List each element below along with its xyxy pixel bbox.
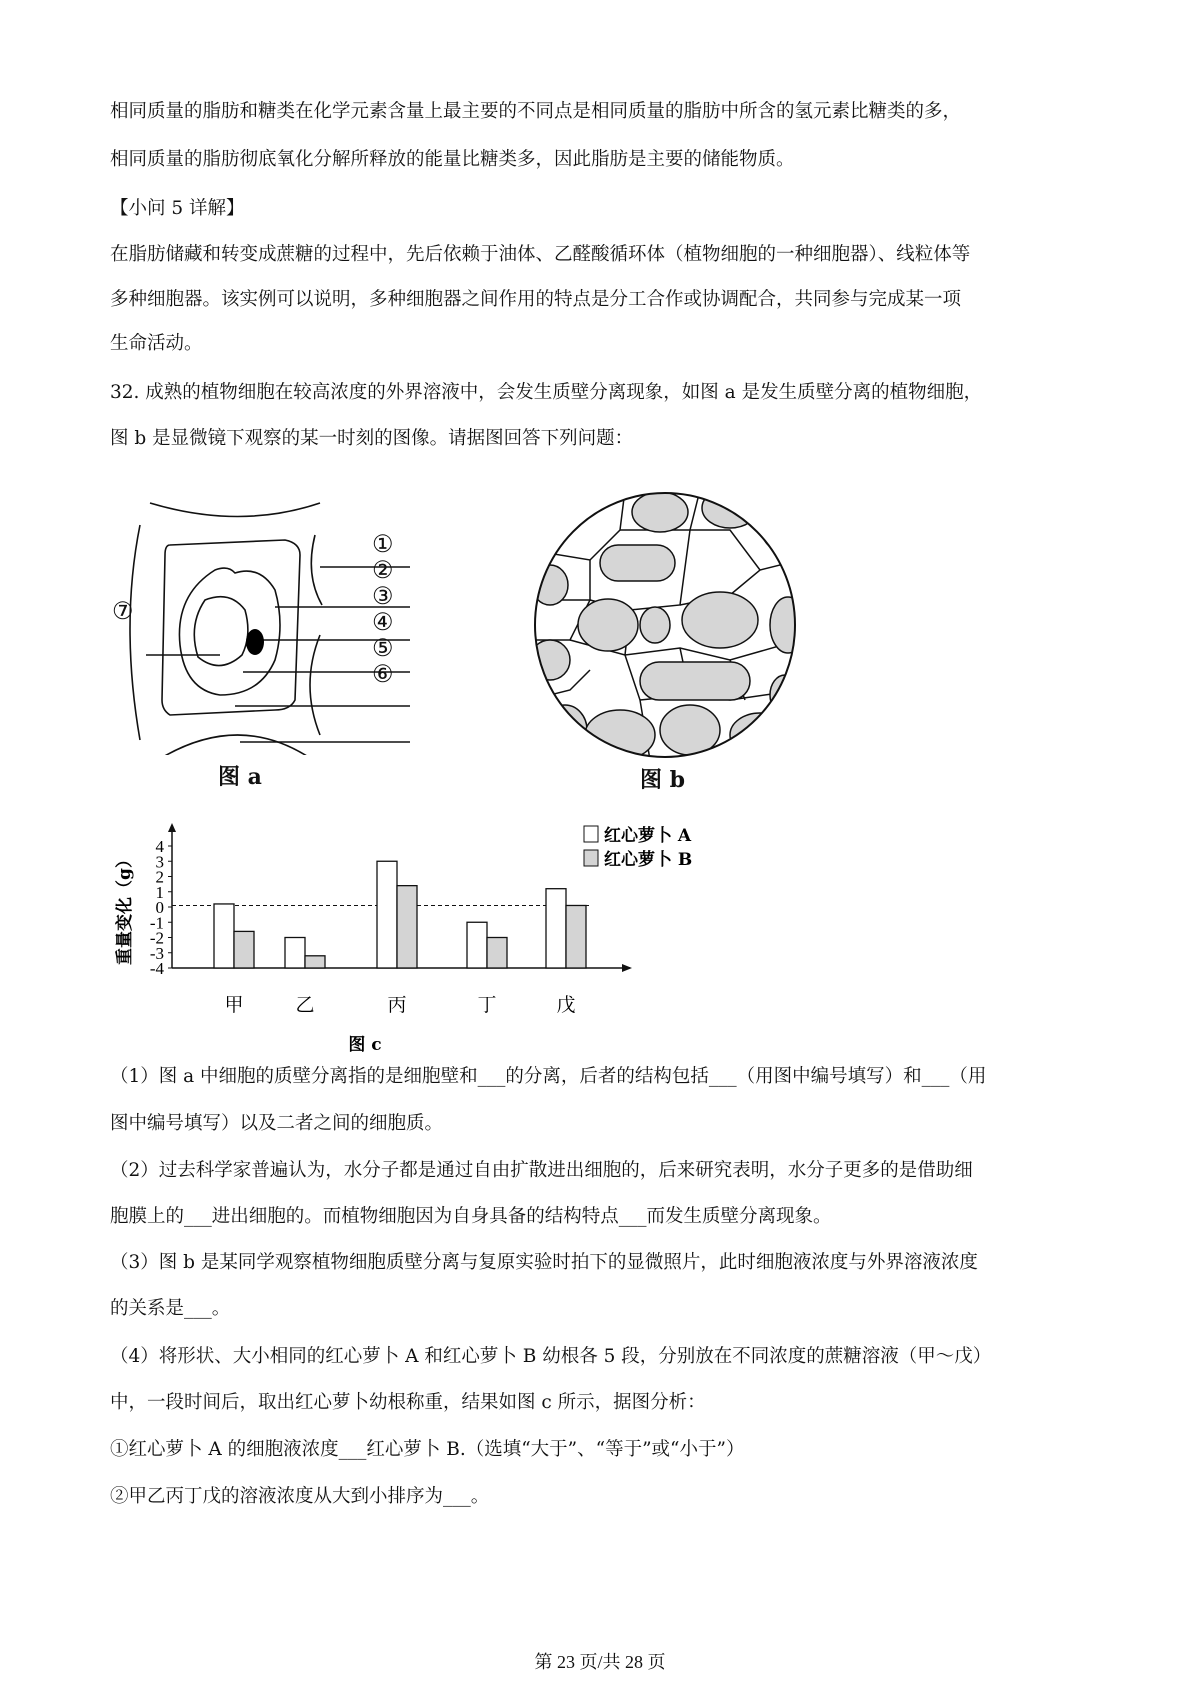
- legend-swatch: [584, 850, 598, 866]
- y-tick-label: -2: [149, 928, 164, 948]
- question-4-sub1: ①红心萝卜 A 的细胞液浓度___红心萝卜 B.（选填“大于”、“等于”或“小于”）: [110, 1439, 745, 1460]
- label-2: ②: [372, 556, 394, 584]
- bar-b: [397, 886, 417, 968]
- question-stem: 图 b 是显微镜下观察的某一时刻的图像。请据图回答下列问题：: [110, 428, 634, 449]
- y-tick-label: 0: [155, 898, 164, 917]
- text-line: 在脂肪储藏和转变成蔗糖的过程中，先后依赖于油体、乙醛酸循环体（植物细胞的一种细胞器）、线粒体等: [110, 244, 971, 265]
- question-2: （2）过去科学家普遍认为，水分子都是通过自由扩散进出细胞的，后来研究表明，水分子更多的是借助细: [110, 1160, 973, 1181]
- x-tick-label: 戊: [556, 994, 576, 1016]
- legend-swatch: [584, 826, 598, 842]
- label-3: ③: [372, 582, 394, 610]
- x-axis-arrow: [622, 964, 632, 972]
- text-line: 生命活动。: [110, 333, 203, 354]
- label-1: ①: [372, 530, 394, 558]
- bar-b: [566, 905, 586, 968]
- y-tick-label: -3: [149, 943, 164, 963]
- figure-a-caption: 图 a: [218, 764, 262, 790]
- label-5: ⑤: [372, 634, 394, 662]
- question-4-sub2: ②甲乙丙丁戊的溶液浓度从大到小排序为___。: [110, 1486, 490, 1507]
- label-7: ⑦: [112, 597, 134, 625]
- y-tick-label: -4: [149, 959, 164, 978]
- label-4: ④: [372, 608, 394, 636]
- question-4-cont: 中，一段时间后，取出红心萝卜幼根称重，结果如图 c 所示，据图分析：: [110, 1392, 706, 1413]
- y-tick-label: -1: [149, 913, 164, 933]
- bar-a: [377, 861, 397, 968]
- bar-a: [214, 904, 234, 968]
- y-axis-arrow: [168, 823, 176, 832]
- legend-label: 红心萝卜 A: [604, 826, 692, 846]
- bar-a: [467, 922, 487, 968]
- y-tick-label: 3: [155, 852, 164, 872]
- figure-c-bar-chart: [110, 820, 750, 1060]
- y-tick-label: 1: [155, 882, 164, 902]
- bar-a: [546, 889, 566, 968]
- bar-b: [234, 931, 254, 968]
- question-2-cont: 胞膜上的___进出细胞的。而植物细胞因为自身具备的结构特点___而发生质壁分离现象。: [110, 1206, 832, 1227]
- question-1-cont: 图中编号填写）以及二者之间的细胞质。: [110, 1113, 444, 1134]
- text-line: 相同质量的脂肪和糖类在化学元素含量上最主要的不同点是相同质量的脂肪中所含的氢元素比糖类的多，: [110, 101, 962, 122]
- x-tick-label: 乙: [295, 994, 315, 1016]
- chart-caption: 图 c: [348, 1035, 382, 1055]
- section-heading: 【小问 5 详解】: [110, 198, 245, 219]
- text-line: 相同质量的脂肪彻底氧化分解所释放的能量比糖类多，因此脂肪是主要的储能物质。: [110, 149, 795, 170]
- legend-label: 红心萝卜 B: [604, 850, 693, 870]
- figure-b-caption: 图 b: [640, 767, 686, 793]
- figure-a-cell-diagram: [110, 495, 410, 755]
- question-3-cont: 的关系是___。: [110, 1298, 231, 1319]
- bar-b: [487, 938, 507, 969]
- x-tick-label: 甲: [224, 994, 244, 1016]
- bar-a: [285, 938, 305, 969]
- page-footer: 第 23 页/共 28 页: [534, 1652, 666, 1672]
- y-axis-label: 重量变化（g）: [115, 851, 135, 965]
- x-tick-label: 丁: [477, 994, 497, 1016]
- question-3: （3）图 b 是某同学观察植物细胞质壁分离与复原实验时拍下的显微照片，此时细胞液浓度与外界溶液浓度: [110, 1252, 978, 1273]
- question-1: （1）图 a 中细胞的质壁分离指的是细胞壁和___的分离，后者的结构包括___（用图中编号填写）和___（用: [110, 1066, 987, 1087]
- question-4: （4）将形状、大小相同的红心萝卜 A 和红心萝卜 B 幼根各 5 段，分别放在不同浓度的蔗糖溶液（甲～戊）: [110, 1346, 992, 1367]
- x-tick-label: 丙: [387, 994, 407, 1016]
- label-6: ⑥: [372, 660, 394, 688]
- bar-b: [305, 956, 325, 968]
- figure-b-microscope-view: [530, 490, 800, 760]
- y-tick-label: 2: [155, 867, 164, 887]
- y-tick-label: 4: [155, 837, 164, 856]
- question-stem: 32. 成熟的植物细胞在较高浓度的外界溶液中，会发生质壁分离现象，如图 a 是发生质壁分离的植物细胞，: [110, 382, 983, 403]
- text-line: 多种细胞器。该实例可以说明，多种细胞器之间作用的特点是分工合作或协调配合，共同参与完成某一项: [110, 289, 962, 310]
